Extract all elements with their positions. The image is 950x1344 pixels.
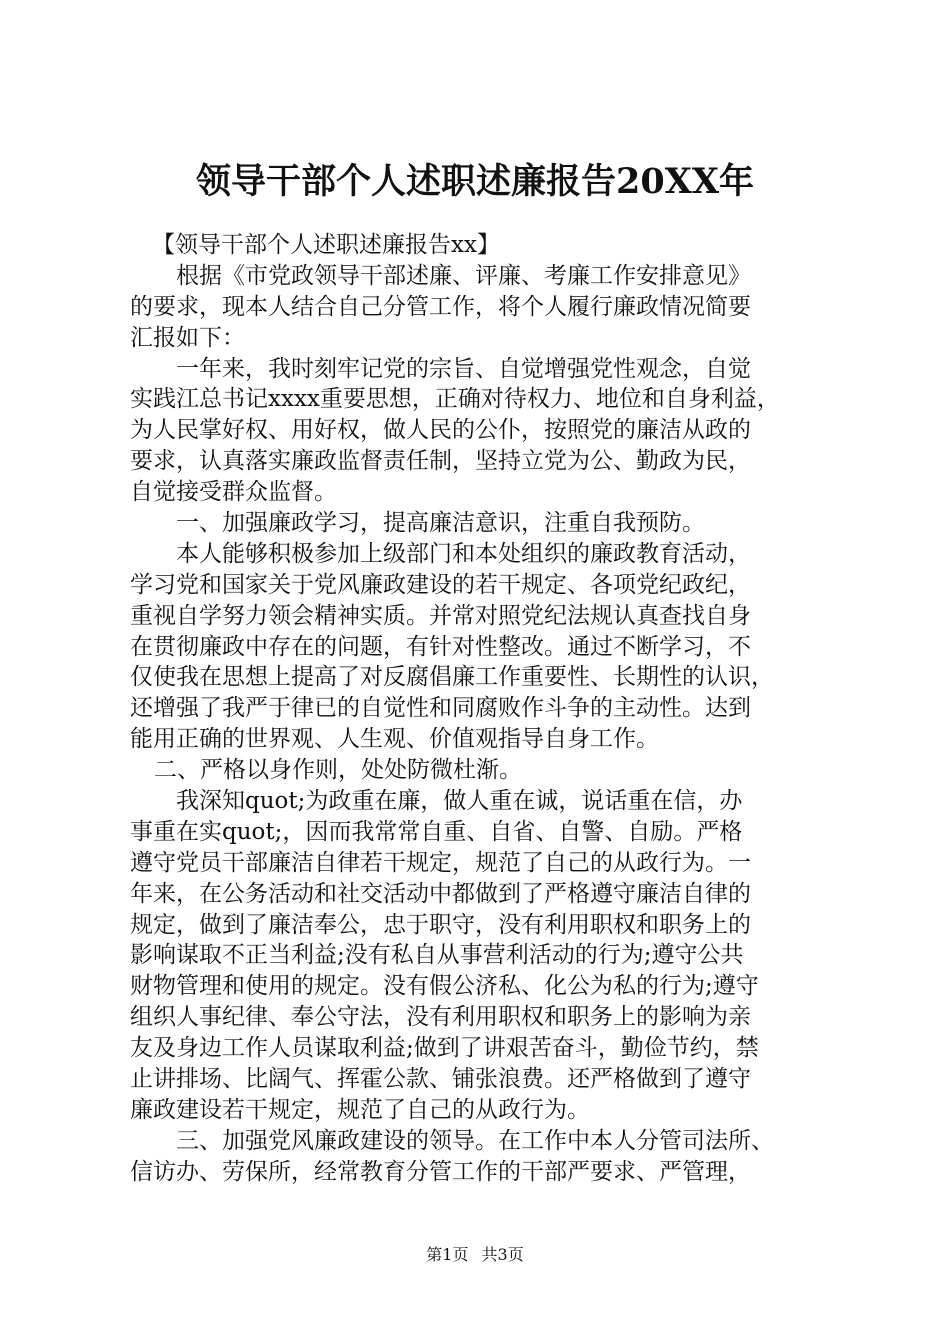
document-title: 领导干部个人述职述廉报告20XX年 xyxy=(195,161,755,202)
body-line: 在贯彻廉政中存在的问题，有针对性整改。通过不断学习，不 xyxy=(130,633,751,660)
body-line: 年来，在公务活动和社交活动中都做到了严格遵守廉洁自律的 xyxy=(130,880,751,907)
body-line: 规定，做到了廉洁奉公，忠于职守，没有利用职权和职务上的 xyxy=(130,911,751,938)
body-line: 汇报如下： xyxy=(130,324,245,351)
body-line: 影响谋取不正当利益;没有私自从事营利活动的行为;遵守公共 xyxy=(130,942,744,969)
body-line: 学习党和国家关于党风廉政建设的若干规定、各项党纪政纪， xyxy=(130,571,751,598)
page-footer xyxy=(0,1244,950,1266)
body-line: 根据《市党政领导干部述廉、评廉、考廉工作安排意见》 xyxy=(176,262,751,289)
body-line: 实践江总书记xxxx重要思想，正确对待权力、地位和自身利益， xyxy=(130,386,780,413)
body-line: 自觉接受群众监督。 xyxy=(130,479,337,506)
body-line: 遵守党员干部廉洁自律若干规定，规范了自己的从政行为。一 xyxy=(130,849,751,876)
body-line: 财物管理和使用的规定。没有假公济私、化公为私的行为;遵守 xyxy=(130,973,759,1000)
body-line: 事重在实quot;，因而我常常自重、自省、自警、自励。严格 xyxy=(130,818,743,845)
body-line: 要求，认真落实廉政监督责任制，坚持立党为公、勤政为民， xyxy=(130,448,751,475)
body-line: 仅使我在思想上提高了对反腐倡廉工作重要性、长期性的认识， xyxy=(130,664,774,691)
body-line: 【领导干部个人述职述廉报告xx】 xyxy=(152,232,500,258)
section-heading: 三、加强党风廉政建设的领导。在工作中本人分管司法所、 xyxy=(176,1127,774,1154)
page-total: 共3页 xyxy=(481,1245,524,1264)
body-line: 本人能够积极参加上级部门和本处组织的廉政教育活动， xyxy=(176,540,751,567)
page-number: 第1页 xyxy=(426,1245,469,1264)
body-line: 重视自学努力领会精神实质。并常对照党纪法规认真查找自身 xyxy=(130,602,751,629)
body-line: 友及身边工作人员谋取利益;做到了讲艰苦奋斗，勤俭节约，禁 xyxy=(130,1035,759,1062)
body-line: 我深知quot;为政重在廉，做人重在诚，说话重在信，办 xyxy=(176,788,743,815)
body-line: 一年来，我时刻牢记党的宗旨、自觉增强党性观念，自觉 xyxy=(176,355,751,382)
section-heading: 一、加强廉政学习，提高廉洁意识，注重自我预防。 xyxy=(176,510,705,537)
body-line: 能用正确的世界观、人生观、价值观指导自身工作。 xyxy=(130,726,659,753)
body-line: 还增强了我严于律已的自觉性和同腐败作斗争的主动性。达到 xyxy=(130,695,751,722)
body-line: 廉政建设若干规定，规范了自己的从政行为。 xyxy=(130,1096,590,1123)
body-line: 的要求，现本人结合自己分管工作，将个人履行廉政情况简要 xyxy=(130,293,751,320)
body-line: 止讲排场、比阔气、挥霍公款、铺张浪费。还严格做到了遵守 xyxy=(130,1066,751,1093)
body-line: 组织人事纪律、奉公守法，没有利用职权和职务上的影响为亲 xyxy=(130,1004,751,1031)
section-heading: 二、严格以身作则，处处防微杜渐。 xyxy=(154,757,522,784)
body-line: 信访办、劳保所，经常教育分管工作的干部严要求、严管理， xyxy=(130,1158,751,1185)
document-body xyxy=(130,230,842,1188)
body-line: 为人民掌好权、用好权，做人民的公仆，按照党的廉洁从政的 xyxy=(130,417,751,444)
